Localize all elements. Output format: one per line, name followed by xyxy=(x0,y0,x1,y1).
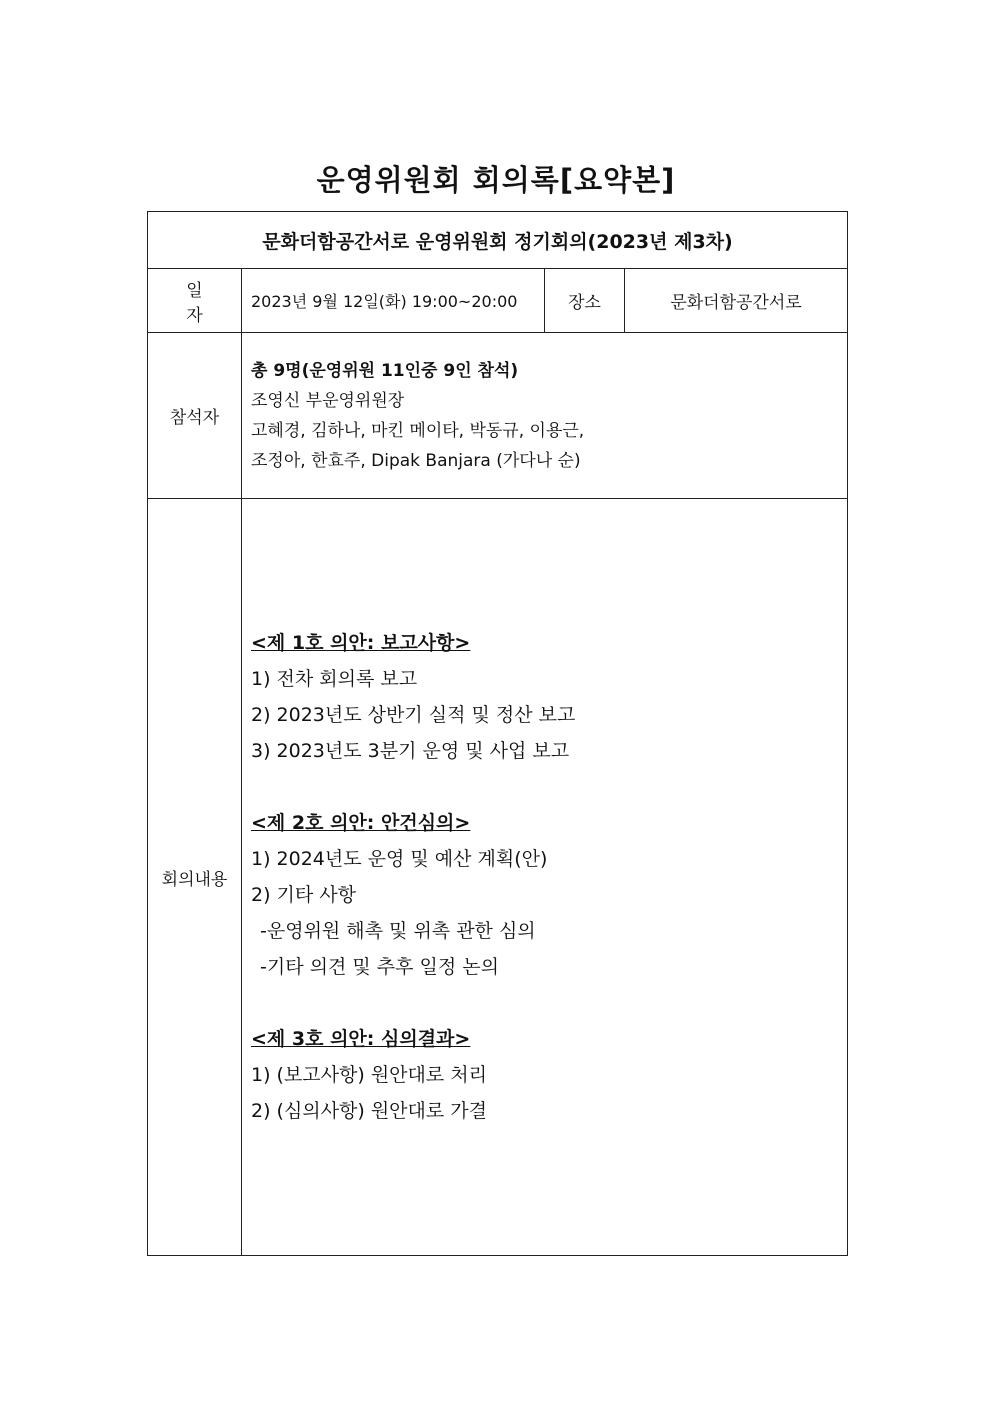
place-value: 문화더함공간서로 xyxy=(625,269,848,333)
content-row xyxy=(148,499,848,1256)
attendees-line: 조정아, 한효주, Dipak Banjara (가다나 순) xyxy=(251,450,581,471)
agenda2-heading: <제 2호 의안: 안건심의> xyxy=(251,812,471,834)
date-label: 일 자 xyxy=(148,269,242,333)
attendees-label: 참석자 xyxy=(148,333,242,499)
attendees-line: 조영신 부운영위원장 xyxy=(251,390,405,411)
date-row xyxy=(148,269,848,333)
spacer xyxy=(251,769,847,805)
agenda3-heading: <제 3호 의안: 심의결과> xyxy=(251,1028,471,1050)
agenda2-subitem: -운영위원 해촉 및 위촉 관한 심의 xyxy=(260,920,536,942)
agenda2-item: 1) 2024년도 운영 및 예산 계획(안) xyxy=(251,848,548,870)
content-cell xyxy=(242,499,848,1256)
agenda2-item: 2) 기타 사항 xyxy=(251,884,356,906)
document-title: 운영위원회 회의록[요약본] xyxy=(316,163,676,197)
attendees-cell xyxy=(242,333,848,499)
agenda3-item: 1) (보고사항) 원안대로 처리 xyxy=(251,1064,487,1086)
minutes-table xyxy=(147,211,848,1256)
agenda3-item: 2) (심의사항) 원안대로 가결 xyxy=(251,1100,487,1122)
meeting-name: 문화더함공간서로 운영위원회 정기회의(2023년 제3차) xyxy=(148,212,848,269)
content-label: 회의내용 xyxy=(148,499,242,1256)
place-label: 장소 xyxy=(545,269,625,333)
agenda1-heading: <제 1호 의안: 보고사항> xyxy=(251,632,471,654)
date-value: 2023년 9월 12일(화) 19:00~20:00 xyxy=(242,269,545,333)
agenda1-item: 3) 2023년도 3분기 운영 및 사업 보고 xyxy=(251,740,570,762)
attendees-total: 총 9명(운영위원 11인중 9인 참석) xyxy=(251,360,519,381)
agenda1-item: 1) 전차 회의록 보고 xyxy=(251,668,418,690)
attendees-line: 고혜경, 김하나, 마킨 메이타, 박동규, 이용근, xyxy=(251,420,585,441)
meeting-name-row xyxy=(148,212,848,269)
attendees-row xyxy=(148,333,848,499)
agenda2-subitem: -기타 의견 및 추후 일정 논의 xyxy=(260,956,499,978)
spacer xyxy=(251,985,847,1021)
agenda1-item: 2) 2023년도 상반기 실적 및 정산 보고 xyxy=(251,704,576,726)
